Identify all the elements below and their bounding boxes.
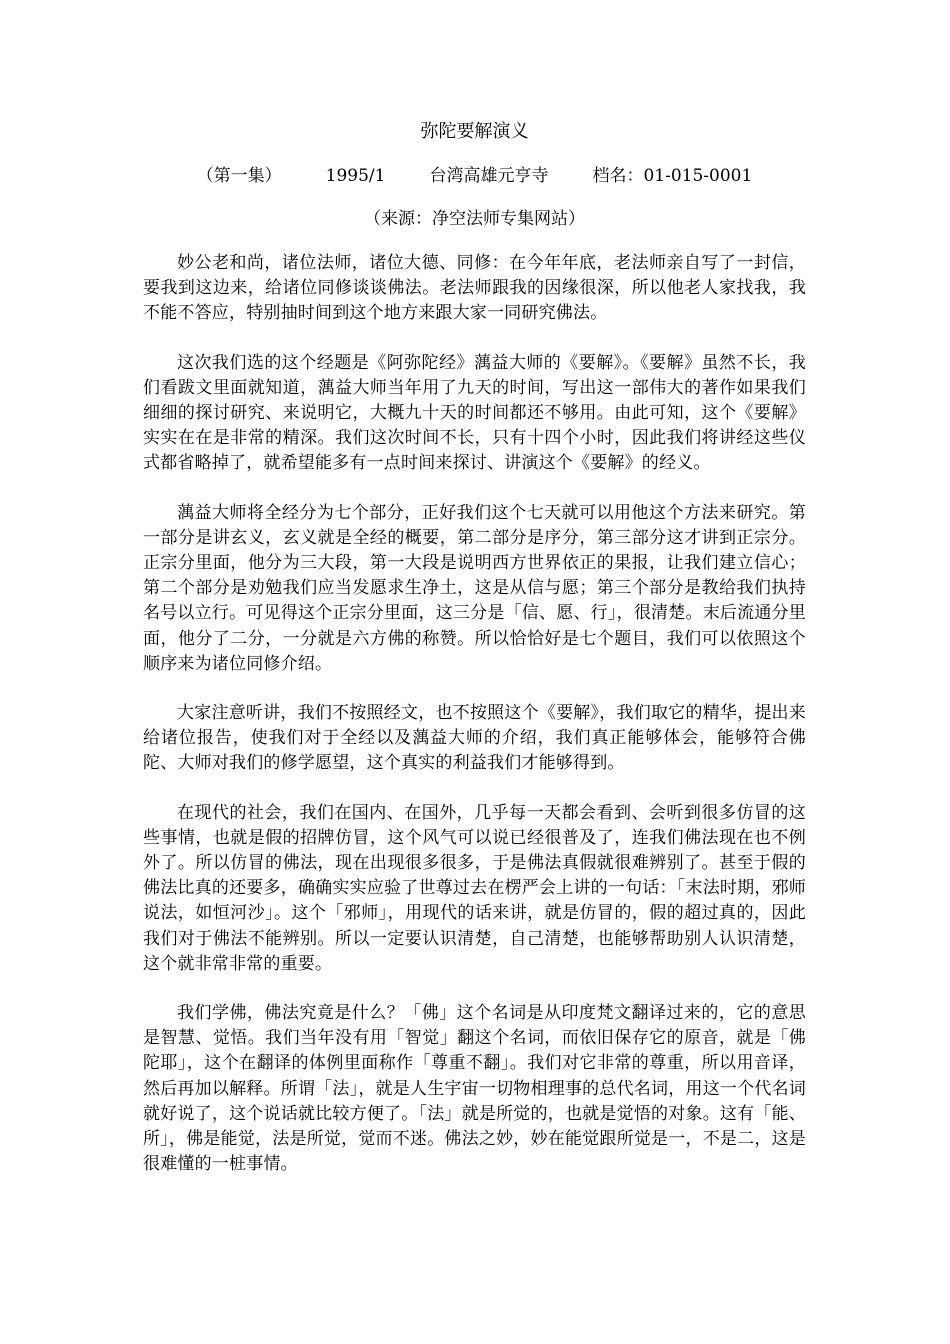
source-line: （来源：净空法师专集网站）	[364, 209, 585, 229]
file-label: 档名：01-015-0001	[592, 166, 753, 186]
document-page	[143, 120, 806, 1202]
paragraph-4: 大家注意听讲，我们不按照经文，也不按照这个《要解》，我们取它的精华，提出来给诸位报告，使我们对于全经以及蕅益大师的介绍，我们真正能够体会，能够符合佛陀、大师对我们的修学愿望，这个真实的利益我们才能够得到。	[143, 703, 806, 774]
paragraph-3: 蕅益大师将全经分为七个部分，正好我们这个七天就可以用他这个方法来研究。第一部分是讲玄义，玄义就是全经的概要，第二部分是序分，第三部分这才讲到正宗分。正宗分里面，他分为三大段，第一大段是说明西方世界依正的果报，让我们建立信心；第二个部分是劝勉我们应当发愿求生净土，这是从信与愿；第三个部分是教给我们执持名号以立行。可见得这个正宗分里面，这三分是「信、愿、行」，很清楚。末后流通分里面，他分了二分，一分就是六方佛的称赞。所以恰恰好是七个题目，我们可以依照这个顺序来为诸位同修介绍。	[143, 502, 806, 674]
paragraph-6: 我们学佛，佛法究竟是什么？「佛」这个名词是从印度梵文翻译过来的，它的意思是智慧、觉悟。我们当年没有用「智觉」翻这个名词，而依旧保存它的原音，就是「佛陀耶」，这个在翻译的体例里面称作「尊重不翻」。我们对它非常的尊重，所以用音译，然后再加以解释。所谓「法」，就是人生宇宙一切物相理事的总代名词，用这一个代名词就好说了，这个说话就比较方便了。「法」就是所觉的，也就是觉悟的对象。这有「能、所」，佛是能觉，法是所觉，觉而不迷。佛法之妙，妙在能觉跟所觉是一，不是二，这是很难懂的一桩事情。	[143, 1003, 806, 1175]
document-meta-line	[143, 164, 806, 188]
location-label: 台湾高雄元亨寺	[429, 166, 549, 186]
document-title: 弥陀要解演义	[420, 121, 529, 142]
paragraph-2: 这次我们选的这个经题是《阿弥陀经》蕅益大师的《要解》。《要解》虽然不长，我们看跋文里面就知道，蕅益大师当年用了九天的时间，写出这一部伟大的著作如果我们细细的探讨研究、来说明它，大概九十天的时间都还不够用。由此可知，这个《要解》实实在在是非常的精深。我们这次时间不长，只有十四个小时，因此我们将讲经这些仪式都省略掉了，就希望能多有一点时间来探讨、讲演这个《要解》的经义。	[143, 352, 806, 474]
paragraph-1: 妙公老和尚，诸位法师，诸位大德、同修：在今年年底，老法师亲自写了一封信，要我到这边来，给诸位同修谈谈佛法。老法师跟我的因缘很深，所以他老人家找我，我不能不答应，特别抽时间到这个地方来跟大家一同研究佛法。	[143, 253, 806, 324]
episode-label: （第一集）	[196, 166, 282, 186]
date-label: 1995/1	[325, 166, 386, 186]
paragraph-5: 在现代的社会，我们在国内、在国外，几乎每一天都会看到、会听到很多仿冒的这些事情，也就是假的招牌仿冒，这个风气可以说已经很普及了，连我们佛法现在也不例外了。所以仿冒的佛法，现在出现很多很多，于是佛法真假就很难辨别了。甚至于假的佛法比真的还要多，确确实实应验了世尊过去在楞严会上讲的一句话：「末法时期，邪师说法，如恒河沙」。这个「邪师」，用现代的话来讲，就是仿冒的，假的超过真的，因此我们对于佛法不能辨别。所以一定要认识清楚，自己清楚，也能够帮助别人认识清楚，这个就非常非常的重要。	[143, 802, 806, 974]
